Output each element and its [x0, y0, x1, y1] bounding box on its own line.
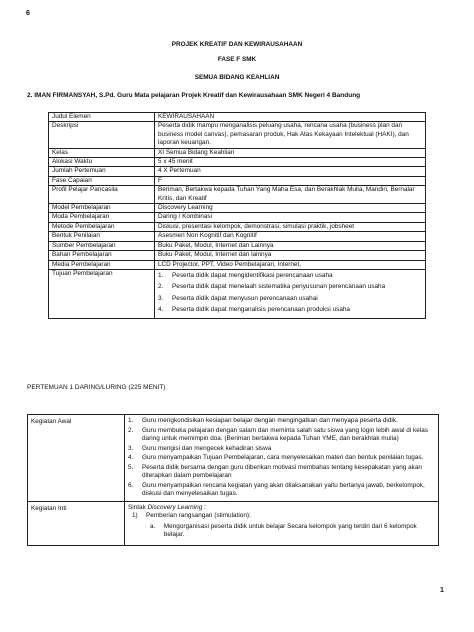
objective-item-number: 2.	[158, 283, 164, 291]
info-key: Fase Capaian	[49, 176, 155, 185]
activity-item-number: 5.	[128, 463, 134, 471]
activity-list-awal	[128, 417, 435, 499]
info-value: 4 X Pertemuan	[155, 167, 426, 176]
info-value: XI Semua Bidang Keahlian	[155, 148, 426, 157]
activity-item-number: 2.	[128, 426, 134, 434]
objectives-key: Tujuan Pembelajaran	[49, 269, 155, 318]
objective-item	[158, 272, 422, 280]
activity-item	[128, 482, 435, 499]
activity-label-awal: Kegiatan Awal	[28, 415, 125, 502]
info-row	[49, 213, 426, 222]
activity-item-text: Peserta didik bersama dengan guru diberikan motivasi membahas tentang kesepakatan yang akan diterapkan dalam pembelajaran	[142, 463, 422, 480]
info-row	[49, 176, 426, 185]
objectives-row	[49, 269, 426, 318]
info-key: Bentuk Penilaian	[49, 232, 155, 241]
objective-item-number: 1.	[158, 271, 164, 279]
activity-item-number: 6.	[128, 481, 134, 489]
objectives-list	[158, 272, 422, 315]
info-key: Jumlah Pertemuan	[49, 167, 155, 176]
info-row	[49, 204, 426, 213]
meeting-title: PERTEMUAN 1 DARING/LURING (225 MENIT)	[27, 384, 166, 391]
info-key: Deskripsi	[49, 122, 155, 148]
inti-substep	[150, 523, 435, 540]
objective-item-text: Peserta didik dapat menganalisis perencanaan produksi usaha	[172, 306, 350, 314]
info-table	[48, 112, 426, 319]
info-value: KEWIRAUSAHAAN	[155, 113, 426, 122]
activity-item-text: Guru mengisi dan mengecek kehadiran siswa	[142, 444, 272, 452]
objective-item	[158, 283, 422, 291]
document-title: PROJEK KREATIF DAN KEWIRAUSAHAAN	[171, 41, 303, 48]
document-field: SEMUA BIDANG KEAHLIAN	[194, 74, 280, 81]
document-phase: FASE F SMK	[217, 56, 257, 63]
activity-row-inti	[28, 501, 439, 546]
objective-item-text: Peserta didik dapat mengidentifikasi perencanaan usaha	[172, 271, 333, 279]
inti-substep-text: Mengorganisasi peserta didik untuk belajar Secara kelompok yang terdiri dari 6 kelompok belajar.	[163, 522, 417, 538]
activity-item-number: 1.	[128, 417, 134, 424]
activities-table	[27, 414, 439, 546]
info-value: LCD Projector, PPT, Video Pembelajaran, Internet,	[155, 260, 426, 269]
activity-row-awal	[28, 415, 439, 502]
objective-item-text: Peserta didik dapat menelaah sistematika penyusunan perencanaan usaha	[172, 283, 386, 291]
activity-item-number: 3.	[128, 444, 134, 452]
inti-step	[132, 512, 435, 520]
author-line: 2. IMAN FIRMANSYAH, S.Pd. Guru Mata pelajaran Projek Kreatif dan Kewirausahaan SMK Negeri 4 Bandung	[27, 92, 361, 99]
info-value: Peserta didik mampu menganalisis peluang usaha, rencana usaha (business plan dan business model canvas), pemasaran produk, Hak Atas Kekayaan Intelektual (HAKI), dan laporan keuangan.	[155, 122, 426, 148]
activity-item-text: Guru menyampaikan rencana kegiatan yang akan dilaksanakan yaitu bertanya jawab, berkelompok, diskusi dan menyelesaikan tugas.	[142, 481, 425, 498]
info-key: Metode Pembelajaran	[49, 222, 155, 231]
inti-step-number: 1)	[132, 512, 138, 520]
activity-content-inti	[125, 501, 439, 546]
activity-item	[128, 464, 435, 481]
activity-label-inti: Kegiatan Inti	[28, 501, 125, 546]
page-number-bottom: 1	[440, 587, 444, 594]
activity-item-text: Guru mengkondisikan kesiapan belajar dengan mengingatkan dan menyapa peserta didik.	[142, 417, 398, 424]
info-row	[49, 186, 426, 204]
objectives-value	[155, 269, 426, 318]
objective-item	[158, 295, 422, 303]
info-value: Buku Paket, Modul, Internet dan Lainnya	[155, 241, 426, 250]
activity-item	[128, 454, 435, 462]
info-row	[49, 158, 426, 167]
objective-item-number: 4.	[158, 306, 164, 314]
inti-intro-prefix: Sintak	[128, 503, 148, 511]
inti-intro-model: Discovery Learning	[147, 503, 203, 511]
activity-item-text: Guru menyampaikan Tujuan Pembelajaran, cara menyelesaikan materi dan bentuk penilaian tugas.	[142, 454, 424, 462]
info-key: Alokasi Waktu	[49, 158, 155, 167]
info-key: Model Pembelajaran	[49, 204, 155, 213]
inti-substep-letter: a.	[150, 522, 156, 530]
info-value: Diskusi, presentasi kelompok, demonstrasi, simulasi praktik, jobsheet	[155, 222, 426, 231]
info-key: Kelas	[49, 148, 155, 157]
info-value: F	[155, 176, 426, 185]
info-value: Daring / Kombinasi	[155, 213, 426, 222]
activity-item	[128, 417, 435, 425]
activity-item	[128, 427, 435, 444]
info-key: Bahan Pembelajaran	[49, 251, 155, 260]
objective-item	[158, 306, 422, 314]
info-row	[49, 113, 426, 122]
info-row	[49, 260, 426, 269]
info-value: Asesmen Non Kognitif dan Kognitif	[155, 232, 426, 241]
info-key: Profil Pelajar Pancasila	[49, 186, 155, 204]
info-row	[49, 167, 426, 176]
info-value: 5 x 45 menit	[155, 158, 426, 167]
info-row	[49, 148, 426, 157]
info-row	[49, 241, 426, 250]
info-key: Media Pembelajaran	[49, 260, 155, 269]
activity-item-text: Guru membuka pelajaran dengan salam dan meminta salah satu siswa yang login lebih awal di kelas daring untuk memimpin doa. (Beriman bertakwa kepada Tuhan YME, dan berakhlak mulia)	[142, 426, 428, 442]
info-key: Judul Elemen	[49, 113, 155, 122]
info-row	[49, 232, 426, 241]
activity-content-awal	[125, 415, 439, 502]
activity-item	[128, 445, 435, 453]
inti-intro	[128, 504, 435, 512]
activity-item-number: 4.	[128, 454, 134, 462]
page-number-top: 6	[26, 10, 30, 17]
info-key: Moda Pembelajaran	[49, 213, 155, 222]
objective-item-text: Peserta didik dapat menyusun perencanaan usahai	[172, 294, 318, 302]
objective-item-number: 3.	[158, 294, 164, 302]
inti-step-text: Pemberian rangsangan (stimulation);	[146, 512, 251, 520]
info-value: Discovery Learning	[155, 204, 426, 213]
info-row	[49, 251, 426, 260]
info-row	[49, 222, 426, 231]
info-row	[49, 122, 426, 148]
info-value: Beriman, Bertakwa kepada Tuhan Yang Maha Esa, dan Berakhlak Mulia, Mandiri, Bernalar Kritis, dan Kreatif	[155, 186, 426, 204]
inti-intro-suffix: :	[202, 503, 206, 511]
info-value: Buku Paket, Modul, Internet dan lainnya	[155, 251, 426, 260]
info-key: Sumber Pembelajaran	[49, 241, 155, 250]
